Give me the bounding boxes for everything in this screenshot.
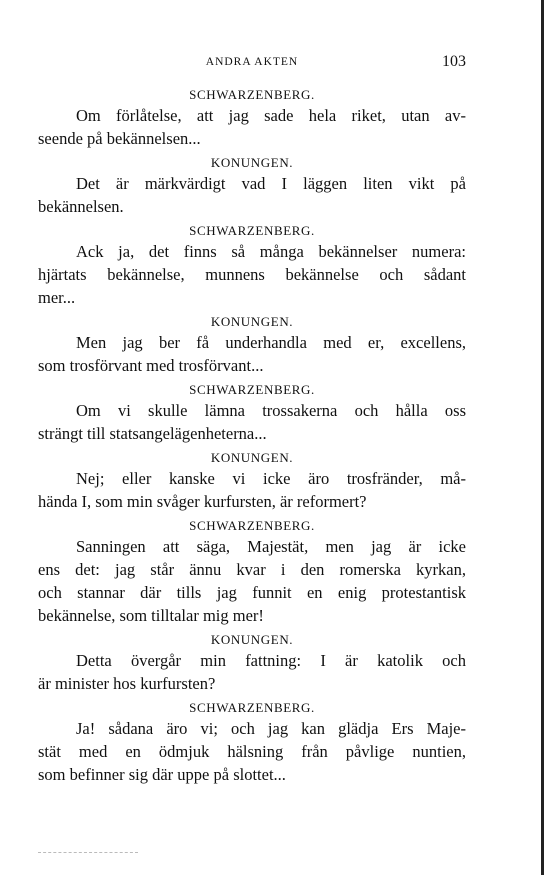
dialogue-text bbox=[38, 86, 466, 786]
speech-line: Ack ja, det finns så många bekännelser numera: bbox=[76, 242, 466, 261]
speaker-name: SCHWARZENBERG. bbox=[189, 87, 315, 102]
speech-line: Om vi skulle lämna trossakerna och hålla oss bbox=[76, 401, 466, 420]
speaker-name: KONUNGEN. bbox=[210, 314, 294, 329]
speech-line: Det är märkvärdigt vad I läggen liten vikt på bbox=[76, 174, 466, 193]
speech-line: Nej; eller kanske vi icke äro trosfränder, må- bbox=[76, 469, 466, 488]
speech-line: Ja! sådana äro vi; och jag kan glädja Ers Maje- bbox=[76, 719, 466, 738]
speaker-name: KONUNGEN. bbox=[210, 155, 294, 170]
speech-line: hända I, som min svåger kurfursten, är reformert? bbox=[38, 492, 367, 511]
speech-line: bekännelsen. bbox=[38, 197, 124, 216]
speech-line: och stannar där tills jag funnit en enig protestantisk bbox=[38, 583, 466, 602]
speech-line: mer... bbox=[38, 288, 76, 307]
dialogue-entry bbox=[38, 154, 466, 218]
speech-line: Detta övergår min fattning: I är katolik och bbox=[76, 651, 466, 670]
dialogue-entry bbox=[38, 449, 466, 513]
dialogue-entry bbox=[38, 699, 466, 786]
speech-line: hjärtats bekännelse, munnens bekännelse och sådant bbox=[38, 265, 466, 284]
speech-line: seende på bekännelsen... bbox=[38, 129, 201, 148]
speech-line: ens det: jag står ännu kvar i den romerska kyrkan, bbox=[38, 560, 466, 579]
speaker-name: SCHWARZENBERG. bbox=[189, 382, 315, 397]
speaker-name: SCHWARZENBERG. bbox=[189, 223, 315, 238]
running-title: ANDRA AKTEN bbox=[205, 56, 299, 68]
speech-line: är minister hos kurfursten? bbox=[38, 674, 216, 693]
speaker-name: SCHWARZENBERG. bbox=[189, 700, 315, 715]
dialogue-entry bbox=[38, 313, 466, 377]
speech-line: Men jag ber få underhandla med er, excellens, bbox=[76, 333, 466, 352]
dialogue-entry bbox=[38, 517, 466, 627]
speaker-name: SCHWARZENBERG. bbox=[189, 518, 315, 533]
running-head bbox=[38, 54, 466, 72]
speech-line: Om förlåtelse, att jag sade hela riket, utan av- bbox=[76, 106, 466, 125]
dialogue-entry bbox=[38, 381, 466, 445]
speech-line: stät med en ödmjuk hälsning från påvlige nuntien, bbox=[38, 742, 466, 761]
speech-line: som befinner sig där uppe på slottet... bbox=[38, 765, 286, 784]
dialogue-entry bbox=[38, 86, 466, 150]
dialogue-entry bbox=[38, 631, 466, 695]
footer-rule bbox=[38, 852, 138, 853]
page-number: 103 bbox=[442, 53, 466, 70]
dialogue-entry bbox=[38, 222, 466, 309]
speech-line: Sanningen att säga, Majestät, men jag är icke bbox=[76, 537, 466, 556]
speech-line: som trosförvant med trosförvant... bbox=[38, 356, 264, 375]
speech-line: strängt till statsangelägenheterna... bbox=[38, 424, 267, 443]
speech-line: bekännelse, som tilltalar mig mer! bbox=[38, 606, 264, 625]
speaker-name: KONUNGEN. bbox=[210, 450, 294, 465]
speaker-name: KONUNGEN. bbox=[210, 632, 294, 647]
